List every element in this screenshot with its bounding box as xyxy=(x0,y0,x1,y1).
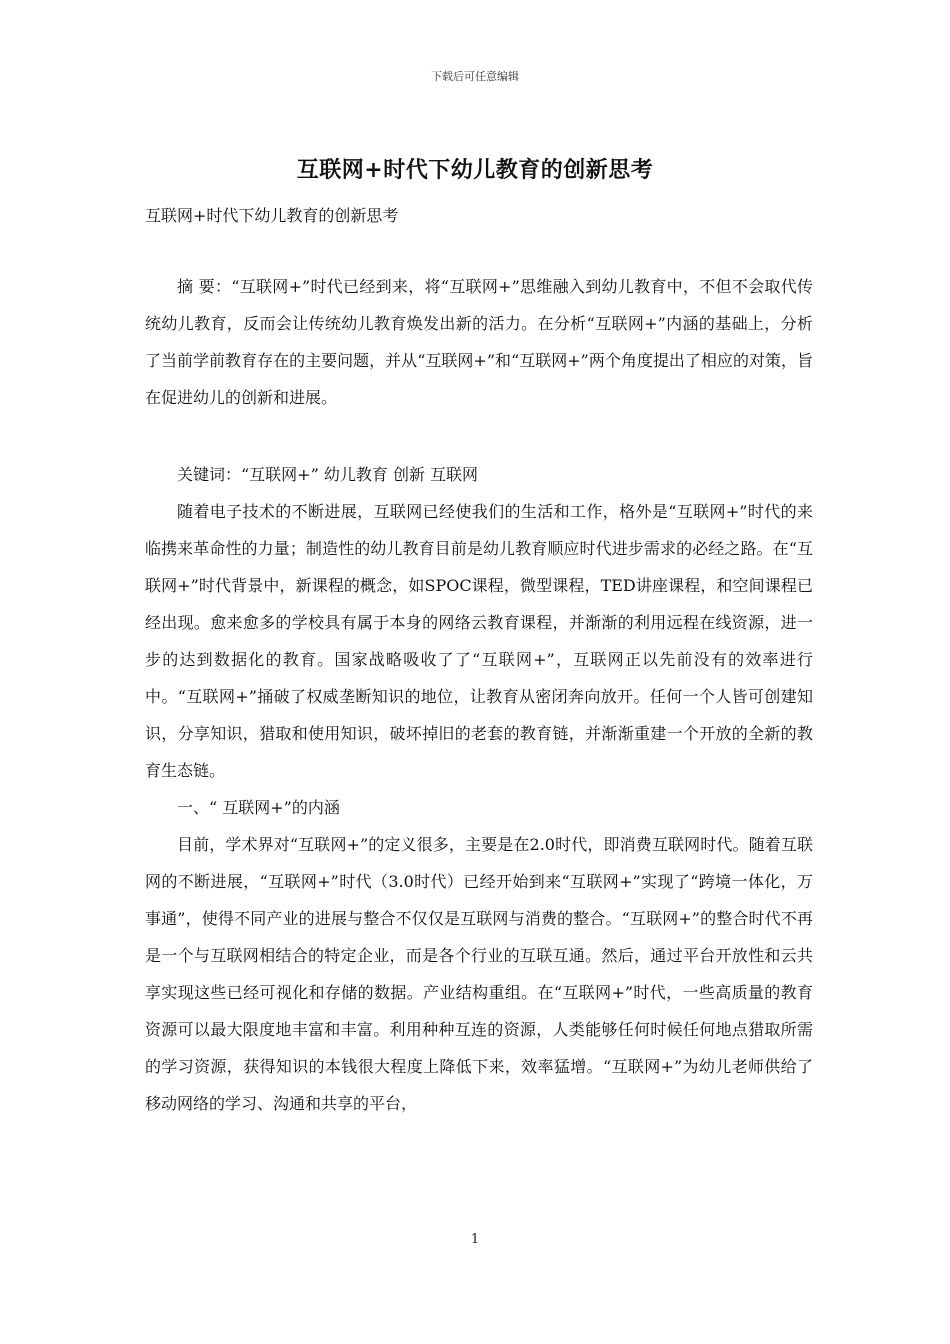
document-subtitle: 互联网+时代下幼儿教育的创新思考 xyxy=(145,206,399,225)
body-section xyxy=(145,456,813,1122)
abstract-paragraph: 摘 要：“互联网+”时代已经到来，将“互联网+”思维融入到幼儿教育中，不但不会取代传统幼儿教育，反而会让传统幼儿教育焕发出新的活力。在分析“互联网+”内涵的基础上，分析了当前学前教育存在的主要问题，并从“互联网+”和“互联网+”两个角度提出了相应的对策，旨在促进幼儿的创新和进展。 xyxy=(145,277,813,407)
section-heading: 一、“ 互联网+”的内涵 xyxy=(177,798,340,817)
document-title: 互联网+时代下幼儿教育的创新思考 xyxy=(296,157,654,183)
keywords-line: 关键词：“互联网+” 幼儿教育 创新 互联网 xyxy=(177,465,479,484)
body-paragraph: 目前，学术界对“互联网+”的定义很多，主要是在2.0时代，即消费互联网时代。随着互联网的不断进展，“互联网+”时代（3.0时代）已经开始到来“互联网+”实现了“跨境一体化，万事通”，使得不同产业的进展与整合不仅仅是互联网与消费的整合。“互联网+”的整合时代不再是一个与互联网相结合的特定企业，而是各个行业的互联互通。然后，通过平台开放性和云共享实现这些已经可视化和存储的数据。产业结构重组。在“互联网+”时代，一些高质量的教育资源可以最大限度地丰富和丰富。利用种种互连的资源，人类能够任何时候任何地点猎取所需的学习资源，获得知识的本钱很大程度上降低下来，效率猛增。“互联网+”为幼儿老师供给了移动网络的学习、沟通和共享的平台， xyxy=(145,835,813,1113)
page-number: 1 xyxy=(470,1232,480,1247)
header-note: 下载后可任意编辑 xyxy=(431,70,519,83)
abstract-section xyxy=(145,268,813,416)
body-paragraph: 随着电子技术的不断进展，互联网已经使我们的生活和工作，格外是“互联网+”时代的来临携来革命性的力量；制造性的幼儿教育目前是幼儿教育顺应时代进步需求的必经之路。在“互联网+”时代背景中，新课程的概念，如SPOC课程，微型课程，TED讲座课程，和空间课程已经出现。愈来愈多的学校具有属于本身的网络云教育课程，并渐渐的利用远程在线资源，进一步的达到数据化的教育。国家战略吸收了了“互联网+”，互联网正以先前没有的效率进行中。“互联网+”捅破了权威垄断知识的地位，让教育从密闭奔向放开。任何一个人皆可创建知识，分享知识，猎取和使用知识，破坏掉旧的老套的教育链，并渐渐重建一个开放的全新的教育生态链。 xyxy=(145,502,813,780)
